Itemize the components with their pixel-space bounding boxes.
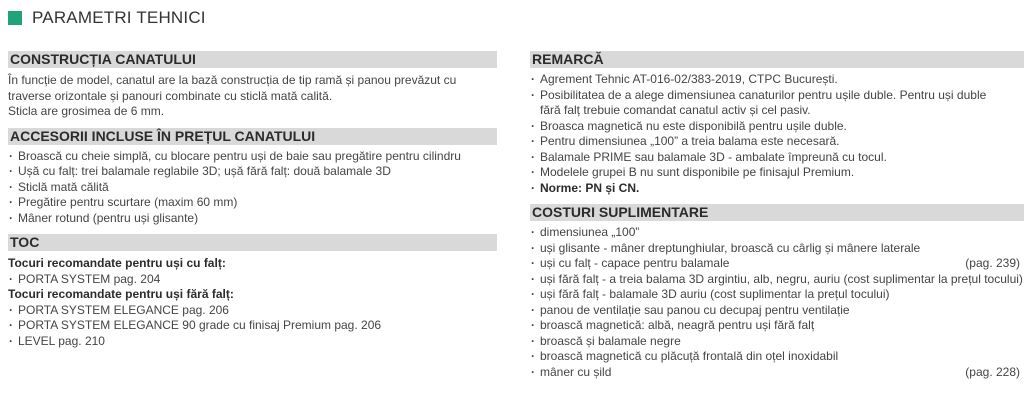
list-item — [530, 272, 1024, 288]
list-item: · Sticlă mată călită — [8, 180, 497, 196]
list-item: · Pentru dimensiunea „100” a treia balama este necesară. — [530, 134, 1024, 150]
frame-list — [8, 303, 497, 350]
list-item: · Ușă cu falț: trei balamale reglabile 3D; ușă fără falț: două balamale 3D — [8, 164, 497, 180]
list-item: · Modelele grupei B nu sunt disponibile pe finisajul Premium. — [530, 165, 1024, 181]
list-item: · PORTA SYSTEM pag. 204 — [8, 272, 497, 288]
section-remarca — [530, 51, 1024, 196]
item-text: broască și balamale negre — [540, 333, 681, 348]
list-item: · Posibilitatea de a alege dimensiunea canaturilor pentru ușile duble. Pentru uși duble — [530, 88, 1024, 104]
page-title: PARAMETRI TEHNICI — [32, 8, 206, 27]
remarks-list — [530, 72, 1024, 196]
extra-costs-list — [530, 225, 1024, 380]
list-item: · Norme: PN și CN. — [530, 181, 1024, 197]
list-item — [530, 303, 1024, 319]
section-costuri — [530, 204, 1024, 380]
list-item — [530, 365, 1024, 381]
text-line: traverse orizontale și panouri combinate cu sticlă mată calită. — [8, 88, 333, 103]
list-item: · Mâner rotund (pentru uși glisante) — [8, 211, 497, 227]
section-toc — [8, 234, 497, 349]
accent-square-icon — [8, 11, 22, 25]
left-column — [8, 51, 497, 349]
section-heading: TOC — [8, 234, 497, 251]
list-item: · Balamale PRIME sau balamale 3D - ambalate împreună cu tocul. — [530, 150, 1024, 166]
item-text: uși cu falț - capace pentru balamale — [540, 256, 730, 270]
list-item — [530, 318, 1024, 334]
item-text: mâner cu șild — [540, 364, 612, 379]
item-text: dimensiunea „100” — [540, 225, 640, 239]
list-item-continuation: fără falț trebuie comandat canatul activ și cel pasiv. — [540, 103, 811, 117]
subheading: Tocuri recomandate pentru uși cu falț: — [8, 256, 226, 270]
page-header — [8, 8, 206, 28]
section-heading: REMARCĂ — [530, 51, 1024, 68]
list-item — [530, 225, 1024, 241]
list-item — [530, 241, 1024, 257]
list-item — [530, 334, 1024, 350]
accessories-list — [8, 149, 497, 227]
section-heading: ACCESORII INCLUSE ÎN PREȚUL CANATULUI — [8, 128, 497, 145]
item-text: uși fără falț - balamale 3D auriu (cost suplimentar la prețul tocului) — [540, 287, 890, 301]
section-constructia — [8, 51, 497, 120]
page-ref: (pag. 239) — [965, 256, 1020, 270]
frame-list — [8, 272, 497, 288]
list-item — [530, 256, 1024, 272]
right-column — [530, 51, 1024, 380]
list-item: · Broască cu cheie simplă, cu blocare pentru uși de baie sau pregătire pentru cilindru — [8, 149, 497, 165]
list-item — [530, 287, 1024, 303]
list-item — [530, 349, 1024, 365]
list-item: · Pregătire pentru scurtare (maxim 60 mm) — [8, 195, 497, 211]
subheading: Tocuri recomandate pentru uși fără falț: — [8, 287, 234, 301]
text-line: Sticla are grosimea de 6 mm. — [8, 104, 165, 118]
item-text: uși fără falț - a treia balama 3D argintiu, alb, negru, auriu (cost suplimentar la prețul tocului) — [540, 271, 1023, 286]
list-item: · PORTA SYSTEM ELEGANCE pag. 206 — [8, 303, 497, 319]
item-text: broască magnetică: albă, neagră pentru uși fără falț — [540, 318, 815, 332]
section-text — [8, 73, 497, 120]
item-text: panou de ventilație sau panou cu decupaj pentru ventilație — [540, 302, 850, 317]
item-text: broască magnetică cu plăcuță frontală din oțel inoxidabil — [540, 349, 839, 363]
page-ref: (pag. 228) — [965, 364, 1020, 379]
section-heading: CONSTRUCȚIA CANATULUI — [8, 51, 497, 68]
section-accesorii — [8, 128, 497, 227]
section-heading: COSTURI SUPLIMENTARE — [530, 204, 1024, 221]
list-item: · LEVEL pag. 210 — [8, 334, 497, 350]
list-item: · PORTA SYSTEM ELEGANCE 90 grade cu finisaj Premium pag. 206 — [8, 318, 497, 334]
list-item: · Agrement Tehnic AT-016-02/383-2019, CTPC București. — [530, 72, 1024, 88]
text-line: În funcție de model, canatul are la bază construcția de tip ramă și panou prevăzut cu — [8, 73, 457, 87]
item-text: uși glisante - mâner dreptunghiular, broască cu cârlig și mânere laterale — [540, 240, 921, 255]
list-item: · Broasca magnetică nu este disponibilă pentru ușile duble. — [530, 119, 1024, 135]
